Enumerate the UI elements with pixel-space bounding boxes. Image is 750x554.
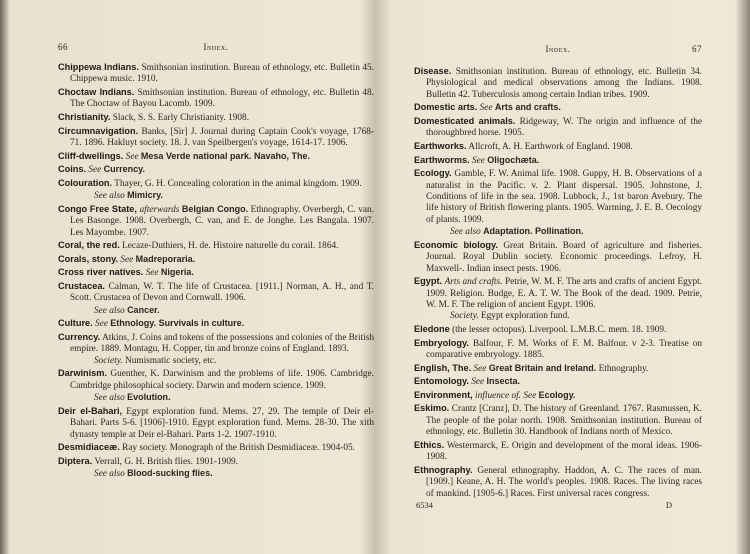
entry-heading: Colouration.	[58, 177, 113, 188]
entry-text: Smithsonian institution. Bureau of ethnology, etc. Bulletin 45. Chippewa music. 1910.	[70, 63, 375, 85]
index-entry	[414, 66, 702, 101]
index-entry	[414, 363, 702, 375]
index-entry	[414, 141, 702, 153]
entry-heading: Economic biology.	[414, 239, 498, 250]
left-page	[58, 0, 374, 554]
entry-heading: Choctaw Indians.	[58, 87, 135, 97]
index-entry	[414, 155, 702, 167]
entry-heading: Eskimo.	[414, 403, 450, 414]
entry-heading: Earthworks.	[414, 141, 467, 151]
see-also-label: See also	[94, 191, 125, 202]
see-term: Currency.	[103, 164, 145, 175]
see-also-term: Evolution.	[127, 392, 171, 403]
see-term: Madreporaria.	[135, 253, 196, 264]
entry-heading: Cliff-dwellings.	[58, 150, 124, 161]
right-page	[414, 0, 702, 554]
page-number: 66	[58, 42, 68, 52]
index-entry	[58, 332, 374, 367]
entry-text: General ethnography. Haddon, A. C. The races of man. [1909.] Keane, A. H. The world's peoples. 1908. Races. The living races of mankind. [1905-6.] Races. First universal races congress.	[426, 465, 702, 499]
see-term: Nigeria.	[160, 267, 194, 278]
entry-heading: Crustacea.	[58, 280, 105, 291]
index-entry	[58, 164, 374, 176]
see-reference: afterwards	[139, 204, 180, 215]
sub-reference	[70, 190, 374, 202]
see-term: Mesa Verde national park. Navaho, The.	[140, 150, 310, 161]
index-entry	[414, 465, 702, 500]
entry-text: Gamble, F. W. Animal life. 1908. Guppy, H. B. Observations of a naturalist in the Pacific. v. 2. Plant dispersal. 1905. Johnstone, J. Conditions of life in the sea. 1908. Lubbock, J., 1st baron Avebury. The life history of British flowering plants. 1905. Warming, J. E. B. Oecology of plants. 1909.	[426, 169, 703, 225]
index-entry	[414, 390, 702, 402]
entry-text: Egypt exploration fund. Mems. 27, 29. The temple of Deir el-Bahari. Parts 5-6. [1906]-1910. Egypt exploration fund. Mems. 28-30. The xith dynasty temple at Deir el-Bahari. Parts 1-2. 1907-1910.	[70, 406, 374, 440]
entry-text: Atkins, J. Coins and tokens of the possessions and colonies of the British empire. 1889. Montagu, H. Copper, tin and bronze coins of England. 1893.	[70, 332, 374, 355]
index-entry	[414, 324, 702, 336]
index-entry	[58, 267, 374, 279]
index-entry	[58, 126, 374, 150]
entry-text: Smithsonian institution. Bureau of ethnology, etc. Bulletin 34. Physiological and medical observations among the Indians. 1908. Bulletin 42. Tuberculosis among certain Indian tribes. 1909.	[426, 67, 702, 100]
entry-heading: Ethnography.	[414, 464, 473, 475]
entry-text: Slack, S. S. Early Christianity. 1908.	[112, 113, 250, 123]
entry-text: Ethnography. Overbergh, C. van. Les Basonge. 1908. Overbergh, C. van, and E. de Jonghe. Les Bangala. 1907. Les Mayombe. 1907.	[70, 204, 375, 238]
sub-text: Egypt exploration fund.	[480, 311, 570, 322]
see-also-term: Cancer.	[127, 304, 160, 315]
index-entry	[58, 368, 374, 404]
see-reference: influence of. See	[475, 390, 537, 401]
entry-text: Lecaze-Duthiers, H. de. Histoire naturelle du corail. 1864.	[122, 241, 339, 252]
index-entry	[58, 240, 374, 252]
entry-heading: Circumnavigation.	[58, 125, 139, 136]
index-entry	[58, 62, 374, 86]
see-also-label: See also	[94, 393, 125, 404]
entry-text: Thayer, G. H. Concealing coloration in the animal kingdom. 1909.	[114, 178, 362, 189]
index-entry	[58, 406, 374, 441]
see-reference: See	[471, 377, 485, 388]
index-entry	[58, 151, 374, 163]
see-reference: See	[125, 151, 139, 162]
entry-heading: Currency.	[58, 331, 101, 342]
see-reference: See	[479, 103, 493, 114]
see-reference: See	[471, 155, 485, 166]
entry-text: Guenther, K. Darwinism and the problems of life. 1906. Cambridge. Cambridge philosophical society. Darwin and modern science. 1909.	[70, 369, 375, 391]
entry-text: Balfour, F. M. Works of F. M. Balfour. v 2-3. Treatise on comparative embryology. 1885.	[426, 338, 702, 361]
entry-text: Verrall, G. H. British flies. 1901-1909.	[94, 456, 238, 467]
index-entry	[58, 178, 374, 203]
entry-text: Petrie, W. M. F. The arts and crafts of ancient Egypt. 1909. Religion. Budge, E. A. T. W. The Book of the dead. 1909. Petrie, W. M. F. The religion of ancient Egypt. 1906.	[426, 277, 703, 311]
page-title: Index.	[203, 42, 229, 52]
index-entry	[58, 112, 374, 124]
index-entry	[414, 276, 702, 323]
entry-heading: English, The.	[414, 362, 472, 373]
see-term: Oligochæta.	[487, 154, 540, 165]
entry-heading: Coral, the red.	[58, 240, 120, 251]
entry-heading: Entomology.	[414, 376, 469, 387]
see-also-term: Blood-sucking flies.	[127, 468, 213, 479]
page-title: Index.	[545, 44, 571, 54]
sub-reference	[70, 392, 374, 404]
entry-text: Ethnography.	[598, 363, 649, 374]
entry-heading: Eledone	[414, 324, 450, 335]
entry-heading: Chippewa Indians.	[58, 62, 139, 72]
entry-text: Westermarck, E. Origin and development of the moral ideas. 1906-1908.	[426, 440, 702, 463]
index-entry	[414, 338, 702, 362]
entry-heading: Coins.	[58, 164, 87, 175]
sub-reference	[70, 356, 374, 367]
index-entry	[414, 168, 702, 238]
see-reference: See	[120, 254, 134, 265]
page-header	[414, 44, 702, 58]
index-entries	[414, 66, 702, 501]
entry-heading: Diptera.	[58, 455, 93, 466]
see-term: Ethnology. Survivals in culture.	[110, 318, 245, 329]
see-also-label: Society.	[450, 311, 479, 322]
sub-text: Numismatic society, etc.	[124, 355, 217, 366]
entry-heading: Christianity.	[58, 112, 111, 122]
index-entry	[414, 403, 702, 438]
entry-text: (the lesser octopus). Liverpool. L.M.B.C. mem. 18. 1909.	[452, 325, 667, 336]
gathering-letter: D	[665, 500, 672, 510]
index-entry	[414, 102, 702, 114]
see-term: Insecta.	[486, 376, 521, 387]
entry-heading: Darwinism.	[58, 368, 108, 379]
index-entry	[414, 240, 702, 275]
index-entry	[414, 440, 702, 464]
index-entry	[58, 281, 374, 317]
entry-text: Ray society. Monograph of the British Desmidiaceæ. 1904-05.	[122, 443, 355, 454]
index-entry	[58, 442, 374, 454]
entry-heading: Disease.	[414, 66, 452, 76]
page-number: 67	[692, 44, 702, 54]
see-term: Arts and crafts.	[494, 102, 561, 113]
entry-heading: Congo Free State,	[58, 203, 137, 214]
index-entry	[414, 376, 702, 388]
signature-mark: 6534	[416, 500, 433, 510]
entry-heading: Corals, stony.	[58, 253, 119, 264]
index-entry	[58, 318, 374, 330]
entry-text: Ridgeway, W. The origin and influence of the thoroughbred horse. 1905.	[426, 117, 702, 139]
page-header	[58, 42, 374, 56]
entry-heading: Domesticated animals.	[414, 116, 516, 126]
entry-heading: Deir el-Bahari,	[58, 405, 123, 416]
entry-text: Smithsonian institution. Bureau of ethnology, etc. Bulletin 48. The Choctaw of Bayou Lacomb. 1909.	[70, 88, 374, 110]
sub-reference	[70, 468, 374, 480]
see-also-label: See also	[450, 227, 481, 238]
see-reference: See	[95, 319, 108, 330]
see-also-term: Adaptation. Pollination.	[483, 226, 584, 237]
see-reference: See	[88, 165, 102, 176]
see-also-label: See also	[94, 305, 125, 316]
sub-reference	[426, 311, 702, 322]
entry-text: Great Britain. Board of agriculture and fisheries. Journal. Royal Dublin society. Economic proceedings. Lefroy, H. Maxwell-. Indian insect pests. 1906.	[426, 240, 703, 274]
see-term: Great Britain and Ireland.	[488, 362, 597, 373]
entry-heading: Cross river natives.	[58, 267, 144, 278]
entry-heading: Egypt.	[414, 276, 443, 287]
entry-heading: Culture.	[58, 318, 93, 329]
see-also-term: Mimicry.	[127, 190, 163, 201]
page-footer	[414, 500, 702, 512]
index-entry	[58, 456, 374, 481]
see-term: Belgian Congo.	[181, 203, 249, 214]
sub-reference	[70, 305, 374, 317]
see-also-label: See also	[94, 469, 125, 480]
entry-heading: Ecology.	[414, 168, 452, 179]
entry-heading: Domestic arts.	[414, 102, 478, 113]
index-entry	[58, 87, 374, 111]
see-reference: Arts and crafts.	[444, 277, 503, 288]
see-term: Ecology.	[538, 389, 576, 400]
entry-text: Allcroft, A. H. Earthwork of England. 1908.	[468, 142, 633, 152]
index-entry	[414, 116, 702, 140]
see-reference: See	[473, 363, 487, 374]
entry-text: Calman, W. T. The life of Crustacea. [1911.] Norman, A. H., and T. Scott. Crustacea of Devon and Cornwall. 1906.	[70, 281, 375, 304]
entry-heading: Environment,	[414, 389, 473, 400]
sub-reference	[426, 226, 702, 238]
see-reference: See	[145, 268, 159, 279]
entry-heading: Ethics.	[414, 439, 445, 450]
entry-heading: Desmidiaceæ.	[58, 442, 120, 453]
entry-text: Banks, [Sir] J. Journal during Captain Cook's voyage, 1768-71. 1896. Hakluyt society. 18. J. van Speilbergen's voyage, 1614-17. 1906.	[70, 126, 374, 148]
index-entry	[58, 254, 374, 266]
entry-text: Crantz [Cranz], D. The history of Greenland. 1767. Rasmussen, K. The people of the polar north. 1908. Smithsonian institution. Bureau of ethnology, etc. Bulletin 30. Handbook of Indians north of Mexico.	[426, 404, 703, 438]
entry-heading: Embryology.	[414, 337, 469, 348]
see-also-label: Society.	[94, 355, 123, 366]
index-entry	[58, 204, 374, 239]
index-entries	[58, 62, 374, 482]
entry-heading: Earthworms.	[414, 154, 470, 165]
